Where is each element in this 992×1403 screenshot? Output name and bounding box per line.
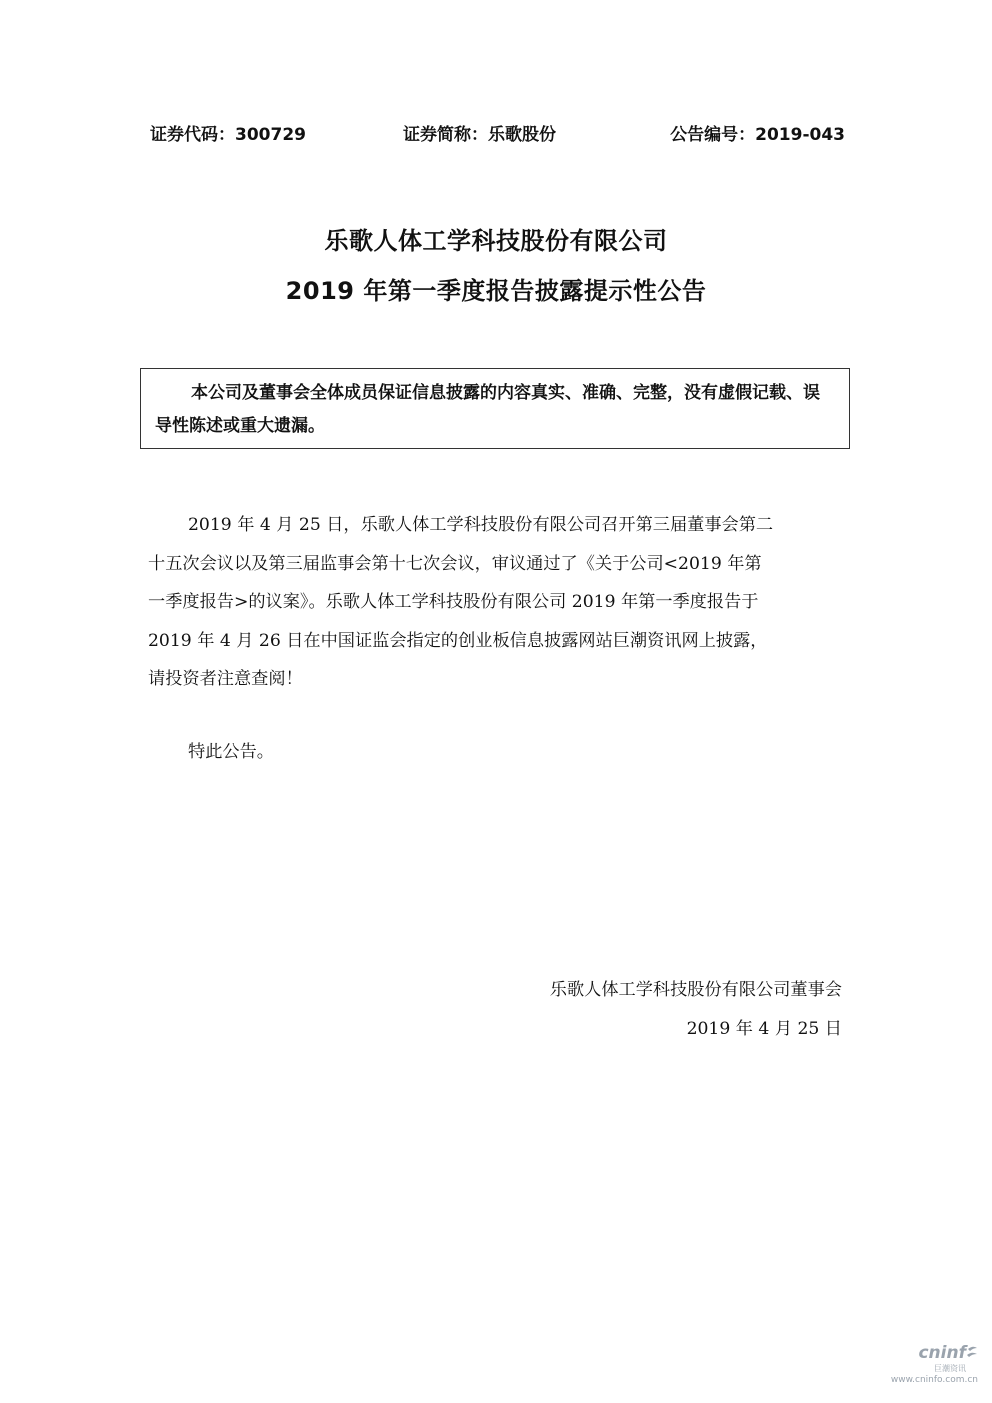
stock-code: 证券代码：300729 [150,125,306,145]
signature-date: 2019 年 4 月 25 日 [686,1019,842,1039]
closing-statement: 特此公告。 [188,742,274,762]
document-title-company: 乐歌人体工学科技股份有限公司 [324,227,668,255]
document-header [150,120,845,148]
document-title-subject: 2019 年第一季度报告披露提示性公告 [285,277,707,305]
notice-number: 公告编号：2019-043 [670,125,845,145]
cninfo-watermark [890,1343,978,1389]
body-paragraph [148,506,848,699]
disclaimer-text: 本公司及董事会全体成员保证信息披露的内容真实、准确、完整，没有虚假记载、误导性陈述或重大遗漏。 [155,383,820,436]
cninfo-logo-icon [966,1345,978,1361]
body-line: 2019 年 4 月 25 日，乐歌人体工学科技股份有限公司召开第三届董事会第二 [188,515,774,535]
watermark-subtitle: 巨潮资讯 [934,1364,966,1373]
disclaimer-box [140,368,850,449]
watermark-url: www.cninfo.com.cn [890,1375,978,1385]
watermark-logo: cninf [918,1343,966,1363]
body-line: 十五次会议以及第三届监事会第十七次会议，审议通过了《关于公司<2019 年第 [148,553,762,574]
body-line: 一季度报告>的议案》。乐歌人体工学科技股份有限公司 2019 年第一季度报告于 [148,592,759,612]
body-line: 请投资者注意查阅！ [148,669,303,689]
body-line: 2019 年 4 月 26 日在中国证监会指定的创业板信息披露网站巨潮资讯网上披露， [148,630,768,651]
signature-company: 乐歌人体工学科技股份有限公司董事会 [549,980,842,1000]
stock-abbreviation: 证券简称：乐歌股份 [403,125,556,145]
